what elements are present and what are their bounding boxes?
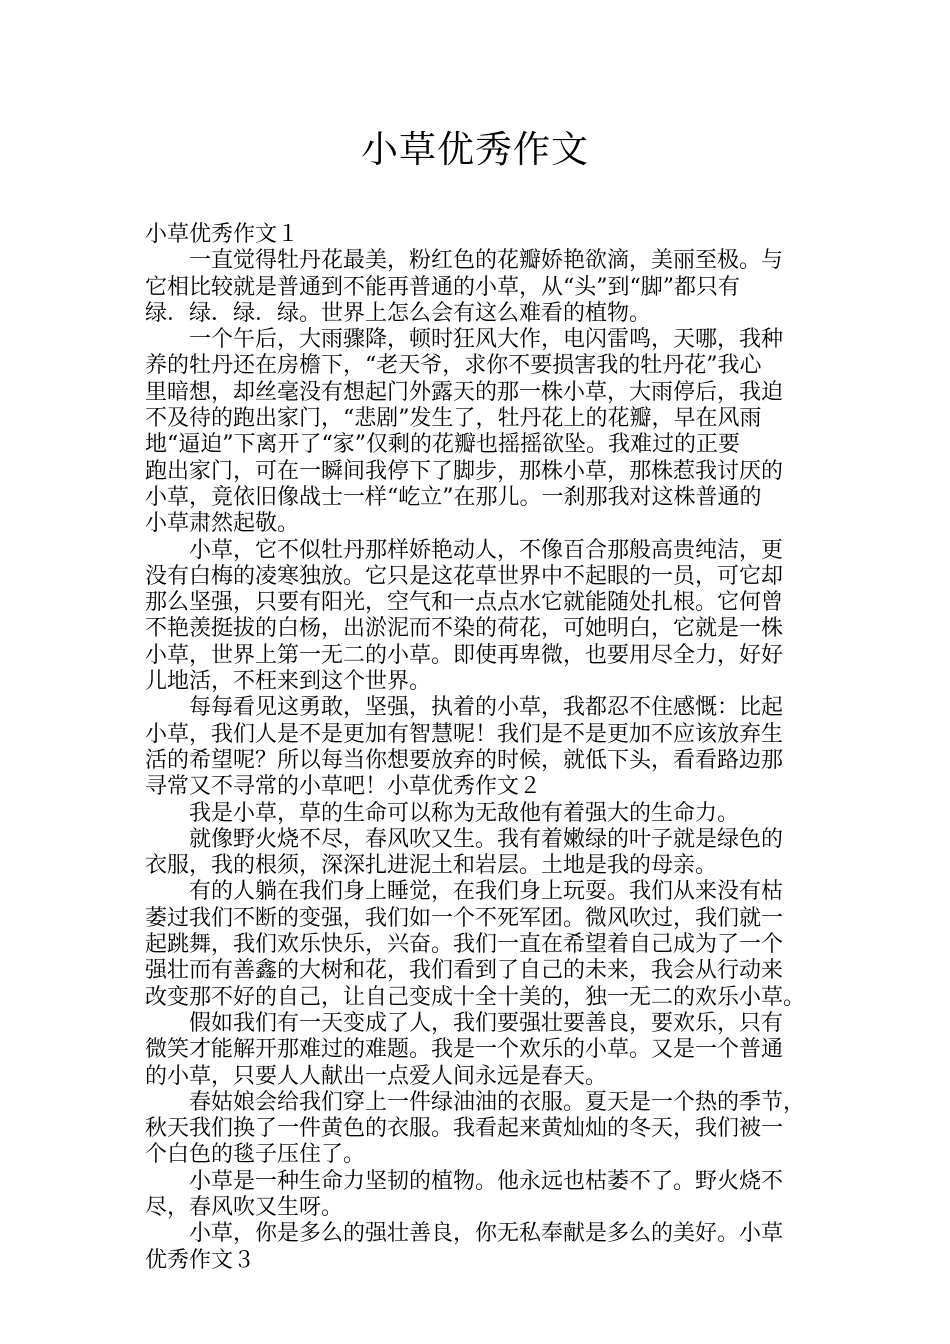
text-line: 春姑娘会给我们穿上一件绿油油的衣服。夏天是一个热的季节， [189,1089,806,1115]
text-line: 的小草，只要人人献出一点爱人间永远是春天。 [145,1063,608,1089]
text-line: 起跳舞，我们欢乐快乐，兴奋。我们一直在希望着自己成为了一个 [145,932,784,958]
text-line: 秋天我们换了一件黄色的衣服。我看起来黄灿灿的冬天，我们被一 [145,1116,784,1142]
text-line: 不及待的跑出家门，“悲剧”发生了，牡丹花上的花瓣，早在风雨 [145,406,762,432]
text-line: 每每看见这勇敢，坚强，执着的小草，我都忍不住感慨：比起 [189,695,784,721]
text-line: 小草，它不似牡丹那样娇艳动人，不像百合那般高贵纯洁，更 [189,537,784,563]
text-line: 小草优秀作文１ [145,222,300,247]
text-line: 小草，你是多么的强壮善良，你无私奉献是多么的美好。小草 [189,1221,784,1247]
text-line: 活的希望呢？所以每当你想要放弃的时候，就低下头，看看路边那 [145,747,784,773]
text-line: 一直觉得牡丹花最美，粉红色的花瓣娇艳欲滴，美丽至极。与 [189,248,784,274]
text-line: 假如我们有一天变成了人，我们要强壮要善良，要欢乐，只有 [189,1010,784,1036]
text-line: 衣服，我的根须，深深扎进泥土和岩层。土地是我的母亲。 [145,853,718,879]
text-line: 小草肃然起敬。 [145,511,300,537]
text-line: 那么坚强，只要有阳光，空气和一点点水它就能随处扎根。它何曾 [145,590,784,616]
text-line: 我是小草，草的生命可以称为无敌他有着强大的生命力。 [189,800,740,826]
text-line: 就像野火烧不尽，春风吹又生。我有着嫩绿的叶子就是绿色的 [189,826,784,852]
document-body [145,222,817,1274]
text-line: 没有白梅的凌寒独放。它只是这花草世界中不起眼的一员，可它却 [145,563,784,589]
text-line: 小草是一种生命力坚韧的植物。他永远也枯萎不了。野火烧不 [189,1168,784,1194]
text-line: 小草，竟依旧像战士一样“屹立”在那儿。一刹那我对这株普通的 [145,484,762,510]
text-line: 不艳羡挺拔的白杨，出淤泥而不染的荷花，可她明白，它就是一株 [145,616,784,642]
text-line: 萎过我们不断的变强，我们如一个不死军团。微风吹过，我们就一 [145,905,784,931]
text-line: 跑出家门，可在一瞬间我停下了脚步，那株小草，那株惹我讨厌的 [145,458,784,484]
text-line: 它相比较就是普通到不能再普通的小草，从“头”到“脚”都只有 [145,274,740,300]
text-line: 绿．绿．绿．绿。世界上怎么会有这么难看的植物。 [145,300,652,326]
text-line: 微笑才能解开那难过的难题。我是一个欢乐的小草。又是一个普通 [145,1037,784,1063]
text-line: 小草，我们人是不是更加有智慧呢！我们是不是更加不应该放弃生 [145,721,784,747]
text-line: 个白色的毯子压住了。 [145,1142,366,1168]
text-line: 一个午后，大雨骤降，顿时狂风大作，电闪雷鸣，天哪，我种 [189,327,784,353]
text-line: 有的人躺在我们身上睡觉，在我们身上玩耍。我们从来没有枯 [189,879,784,905]
text-line: 地“逼迫”下离开了“家”仅剩的花瓣也摇摇欲坠。我难过的正要 [145,432,740,458]
text-line: 强壮而有善鑫的大树和花，我们看到了自己的未来，我会从行动来 [145,958,784,984]
text-line: 养的牡丹还在房檐下，“老天爷，求你不要损害我的牡丹花”我心 [145,353,762,379]
text-line: 优秀作文３ [145,1247,256,1273]
text-line: 里暗想，却丝毫没有想起门外露天的那一株小草，大雨停后，我迫 [145,379,784,405]
page-title: 小草优秀作文 [361,128,589,171]
text-line: 改变那不好的自己，让自己变成十全十美的，独一无二的欢乐小草。 [145,984,806,1010]
text-line: 儿地活，不枉来到这个世界。 [145,669,432,695]
text-line: 尽，春风吹又生呀。 [145,1194,344,1220]
text-line: 小草，世界上第一无二的小草。即使再卑微，也要用尽全力，好好 [145,642,784,668]
text-line: 寻常又不寻常的小草吧！小草优秀作文２ [145,774,542,800]
